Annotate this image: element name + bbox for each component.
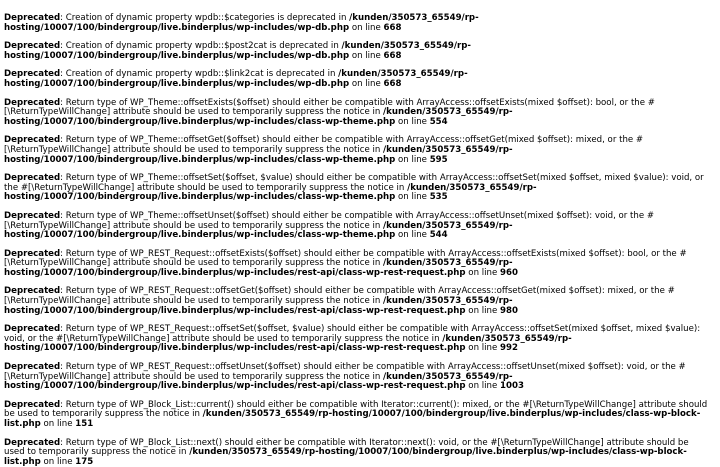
notice-message: : Return type of WP_Theme::offsetExists($offset) should either be compatible with ArrayAccess::offsetExists(mixed $offset): bool, or the #[\ReturnTypeWillChange] attribute should be used to temporarily suppress the notice in <box>4 97 655 118</box>
notice-message: : Return type of WP_REST_Request::offsetExists($offset) should either be compatible with ArrayAccess::offsetExists(mixed $offset): bool, or the #[\ReturnTypeWillChange] attribute should be used to temporarily suppress the notice in <box>4 248 687 269</box>
notice-line-text: on line <box>349 22 384 33</box>
notice-line-text: on line <box>465 305 500 316</box>
notice-file-path: /kunden/350573_65549/rp-hosting/10007/100/bindergroup/live.binderplus/wp-includes/wp-db.php <box>4 13 479 33</box>
notice-line-text: on line <box>349 78 384 89</box>
deprecation-notice <box>4 70 712 89</box>
notice-level: Deprecated <box>4 399 61 410</box>
notice-file-path: /kunden/350573_65549/rp-hosting/10007/100/bindergroup/live.binderplus/wp-includes/rest-api/class-wp-rest-request.php <box>4 296 513 316</box>
notice-message: : Return type of WP_Block_List::current() should either be compatible with Iterator::current(): mixed, or the #[\ReturnTypeWillChange] attribute should be used to temporarily suppress the notice in <box>4 399 708 420</box>
notice-line-number: 1003 <box>500 381 524 392</box>
notice-line-number: 544 <box>429 230 448 241</box>
notice-line-text: on line <box>395 116 430 127</box>
deprecation-notice <box>4 99 712 128</box>
notice-level: Deprecated <box>4 41 61 52</box>
notice-message: : Return type of WP_REST_Request::offsetGet($offset) should either be compatible with ArrayAccess::offsetGet(mixed $offset): mixed, or the #[\ReturnTypeWillChange] attribute should be used to temporarily suppress the notice in <box>4 286 675 307</box>
notice-file-path: /kunden/350573_65549/rp-hosting/10007/100/bindergroup/live.binderplus/wp-includes/class-wp-block-list.php <box>4 447 687 467</box>
notice-line-number: 151 <box>75 419 94 429</box>
notice-line-text: on line <box>465 381 500 392</box>
notice-level: Deprecated <box>4 173 61 184</box>
notice-file-path: /kunden/350573_65549/rp-hosting/10007/100/bindergroup/live.binderplus/wp-includes/class-wp-block-list.php <box>4 409 701 429</box>
deprecation-notice <box>4 42 712 61</box>
notice-line-text: on line <box>395 154 430 165</box>
notice-message: : Return type of WP_REST_Request::offsetUnset($offset) should either be compatible with ArrayAccess::offsetUnset(mixed $offset): void, or the #[\ReturnTypeWillChange] attribute should be used to temporarily suppress the notice in <box>4 362 686 382</box>
notice-line-number: 554 <box>429 116 448 127</box>
deprecation-notice <box>4 401 712 430</box>
notice-level: Deprecated <box>4 248 61 259</box>
notice-line-number: 668 <box>383 78 402 89</box>
deprecation-notice <box>4 212 712 241</box>
notice-line-text: on line <box>349 50 384 61</box>
notice-line-text: on line <box>40 419 76 429</box>
notice-line-text: on line <box>40 456 76 467</box>
notice-level: Deprecated <box>4 362 61 373</box>
deprecation-notice <box>4 325 712 354</box>
notice-file-path: /kunden/350573_65549/rp-hosting/10007/100/bindergroup/live.binderplus/wp-includes/rest-api/class-wp-rest-request.php <box>4 258 513 278</box>
notice-message: : Return type of WP_REST_Request::offsetSet($offset, $value) should either be compatible with ArrayAccess::offsetSet(mixed $offset, mixed $value): void, or the #[\ReturnTypeWillChange] attribute should be used to temporarily suppress the notice in <box>4 324 701 344</box>
notice-level: Deprecated <box>4 69 61 80</box>
notice-message: : Return type of WP_Theme::offsetGet($offset) should either be compatible with ArrayAccess::offsetGet(mixed $offset): mixed, or the #[\ReturnTypeWillChange] attribute should be used to temporarily suppress the notice in <box>4 135 644 155</box>
deprecation-notice <box>4 136 712 165</box>
deprecation-notice <box>4 250 712 279</box>
notice-level: Deprecated <box>4 97 61 108</box>
notice-level: Deprecated <box>4 437 61 448</box>
notice-line-number: 992 <box>500 343 518 354</box>
notice-message: : Creation of dynamic property wpdb::$categories is deprecated in <box>60 13 350 23</box>
notice-level: Deprecated <box>4 13 61 23</box>
notice-message: : Creation of dynamic property wpdb::$link2cat is deprecated in <box>60 69 339 80</box>
deprecation-notice <box>4 287 712 316</box>
deprecation-notice <box>4 439 712 467</box>
notice-file-path: /kunden/350573_65549/rp-hosting/10007/100/bindergroup/live.binderplus/wp-includes/class-wp-theme.php <box>4 107 513 127</box>
notice-message: : Return type of WP_Theme::offsetUnset($offset) should either be compatible with ArrayAccess::offsetUnset(mixed $offset): void, or the #[\ReturnTypeWillChange] attribute should be used to temporarily suppress the notice in <box>4 210 655 231</box>
notice-file-path: /kunden/350573_65549/rp-hosting/10007/100/bindergroup/live.binderplus/wp-includes/wp-db.php <box>4 41 471 61</box>
notice-file-path: /kunden/350573_65549/rp-hosting/10007/100/bindergroup/live.binderplus/wp-includes/class-wp-theme.php <box>4 220 513 241</box>
notice-line-text: on line <box>465 267 500 278</box>
notice-line-number: 175 <box>75 456 94 467</box>
notice-line-number: 595 <box>429 154 448 165</box>
deprecation-notice <box>4 363 712 392</box>
deprecation-notice <box>4 174 712 203</box>
notice-message: : Return type of WP_Theme::offsetSet($offset, $value) should either be compatible with ArrayAccess::offsetSet(mixed $offset, mixed $value): void, or the #[\ReturnTypeWillChange] attribute should be used to temporarily suppress the notice in <box>4 173 704 193</box>
notice-line-text: on line <box>395 192 430 203</box>
notice-level: Deprecated <box>4 324 61 335</box>
notice-line-number: 535 <box>429 192 448 203</box>
notice-line-number: 668 <box>383 50 402 61</box>
notice-line-text: on line <box>395 230 430 241</box>
notice-message: : Creation of dynamic property wpdb::$post2cat is deprecated in <box>60 41 342 52</box>
notice-level: Deprecated <box>4 286 61 297</box>
notice-line-number: 668 <box>383 22 402 33</box>
deprecation-notice <box>4 14 712 33</box>
notice-file-path: /kunden/350573_65549/rp-hosting/10007/100/bindergroup/live.binderplus/wp-includes/class-wp-theme.php <box>4 144 513 165</box>
notice-level: Deprecated <box>4 135 61 146</box>
notice-level: Deprecated <box>4 210 61 221</box>
notice-file-path: /kunden/350573_65549/rp-hosting/10007/100/bindergroup/live.binderplus/wp-includes/wp-db.php <box>4 69 468 89</box>
notice-file-path: /kunden/350573_65549/rp-hosting/10007/100/bindergroup/live.binderplus/wp-includes/rest-api/class-wp-rest-request.php <box>4 371 513 392</box>
notice-line-text: on line <box>465 343 500 354</box>
notice-file-path: /kunden/350573_65549/rp-hosting/10007/100/bindergroup/live.binderplus/wp-includes/class-wp-theme.php <box>4 182 537 203</box>
notice-line-number: 960 <box>500 267 518 278</box>
notice-line-number: 980 <box>500 305 518 316</box>
notice-message: : Return type of WP_Block_List::next() should either be compatible with Iterator::next(): void, or the #[\ReturnTypeWillChange] attribute should be used to temporarily suppress the notice in <box>4 437 689 458</box>
notice-file-path: /kunden/350573_65549/rp-hosting/10007/100/bindergroup/live.binderplus/wp-includes/rest-api/class-wp-rest-request.php <box>4 333 572 354</box>
